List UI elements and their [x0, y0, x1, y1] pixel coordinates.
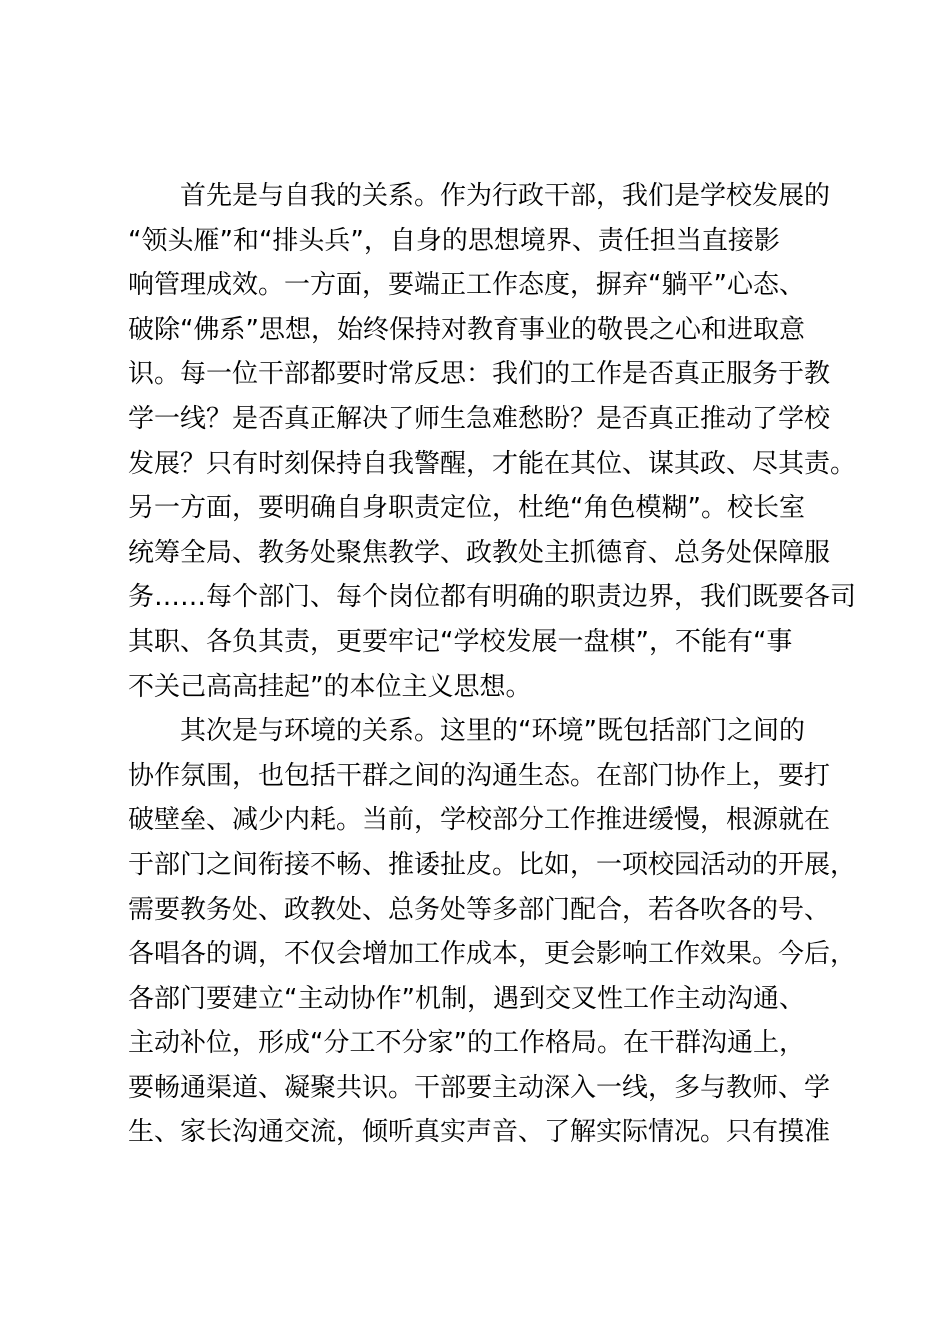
text-line: 协作氛围，也包括干群之间的沟通生态。在部门协作上，要打 — [128, 760, 831, 791]
text-line: 学一线？是否真正解决了师生急难愁盼？是否真正推动了学校 — [128, 403, 831, 434]
text-line: 要畅通渠道、凝聚共识。干部要主动深入一线，多与教师、学 — [128, 1072, 831, 1103]
text-line: 不关己高高挂起”的本位主义思想。 — [128, 671, 532, 702]
paragraph-environment-relationship — [128, 709, 868, 1155]
text-line: 主动补位，形成“分工不分家”的工作格局。在干群沟通上， — [128, 1028, 805, 1059]
text-line: 务……每个部门、每个岗位都有明确的职责边界，我们既要各司 — [128, 582, 857, 613]
text-line: 其职、各负其责，更要牢记“学校发展一盘棋”，不能有“事 — [128, 626, 793, 657]
text-line: 各部门要建立“主动协作”机制，遇到交叉性工作主动沟通、 — [128, 983, 805, 1014]
text-line: 其次是与环境的关系。这里的“环境”既包括部门之间的 — [180, 716, 805, 747]
text-line: 各唱各的调，不仅会增加工作成本，更会影响工作效果。今后， — [128, 939, 857, 970]
text-line: 于部门之间衔接不畅、推诿扯皮。比如，一项校园活动的开展， — [128, 849, 857, 880]
text-line: 破除“佛系”思想，始终保持对教育事业的敬畏之心和进取意 — [128, 314, 805, 345]
paragraph-self-relationship — [128, 174, 868, 709]
text-line: “领头雁”和“排头兵”，自身的思想境界、责任担当直接影 — [128, 225, 780, 256]
text-line: 识。每一位干部都要时常反思：我们的工作是否真正服务于教 — [128, 359, 831, 390]
text-line: 需要教务处、政教处、总务处等多部门配合，若各吹各的号、 — [128, 894, 831, 925]
text-line: 响管理成效。一方面，要端正工作态度，摒弃“躺平”心态、 — [128, 270, 805, 301]
body-text — [128, 174, 868, 1155]
text-line: 首先是与自我的关系。作为行政干部，我们是学校发展的 — [180, 181, 831, 211]
text-line: 另一方面，要明确自身职责定位，杜绝“角色模糊”。校长室 — [128, 493, 805, 524]
text-line: 发展？只有时刻保持自我警醒，才能在其位、谋其政、尽其责。 — [128, 448, 857, 479]
text-line: 破壁垒、减少内耗。当前，学校部分工作推进缓慢，根源就在 — [128, 805, 831, 836]
text-line: 统筹全局、教务处聚焦教学、政教处主抓德育、总务处保障服 — [128, 537, 831, 568]
text-line: 生、家长沟通交流，倾听真实声音、了解实际情况。只有摸准 — [128, 1117, 831, 1148]
